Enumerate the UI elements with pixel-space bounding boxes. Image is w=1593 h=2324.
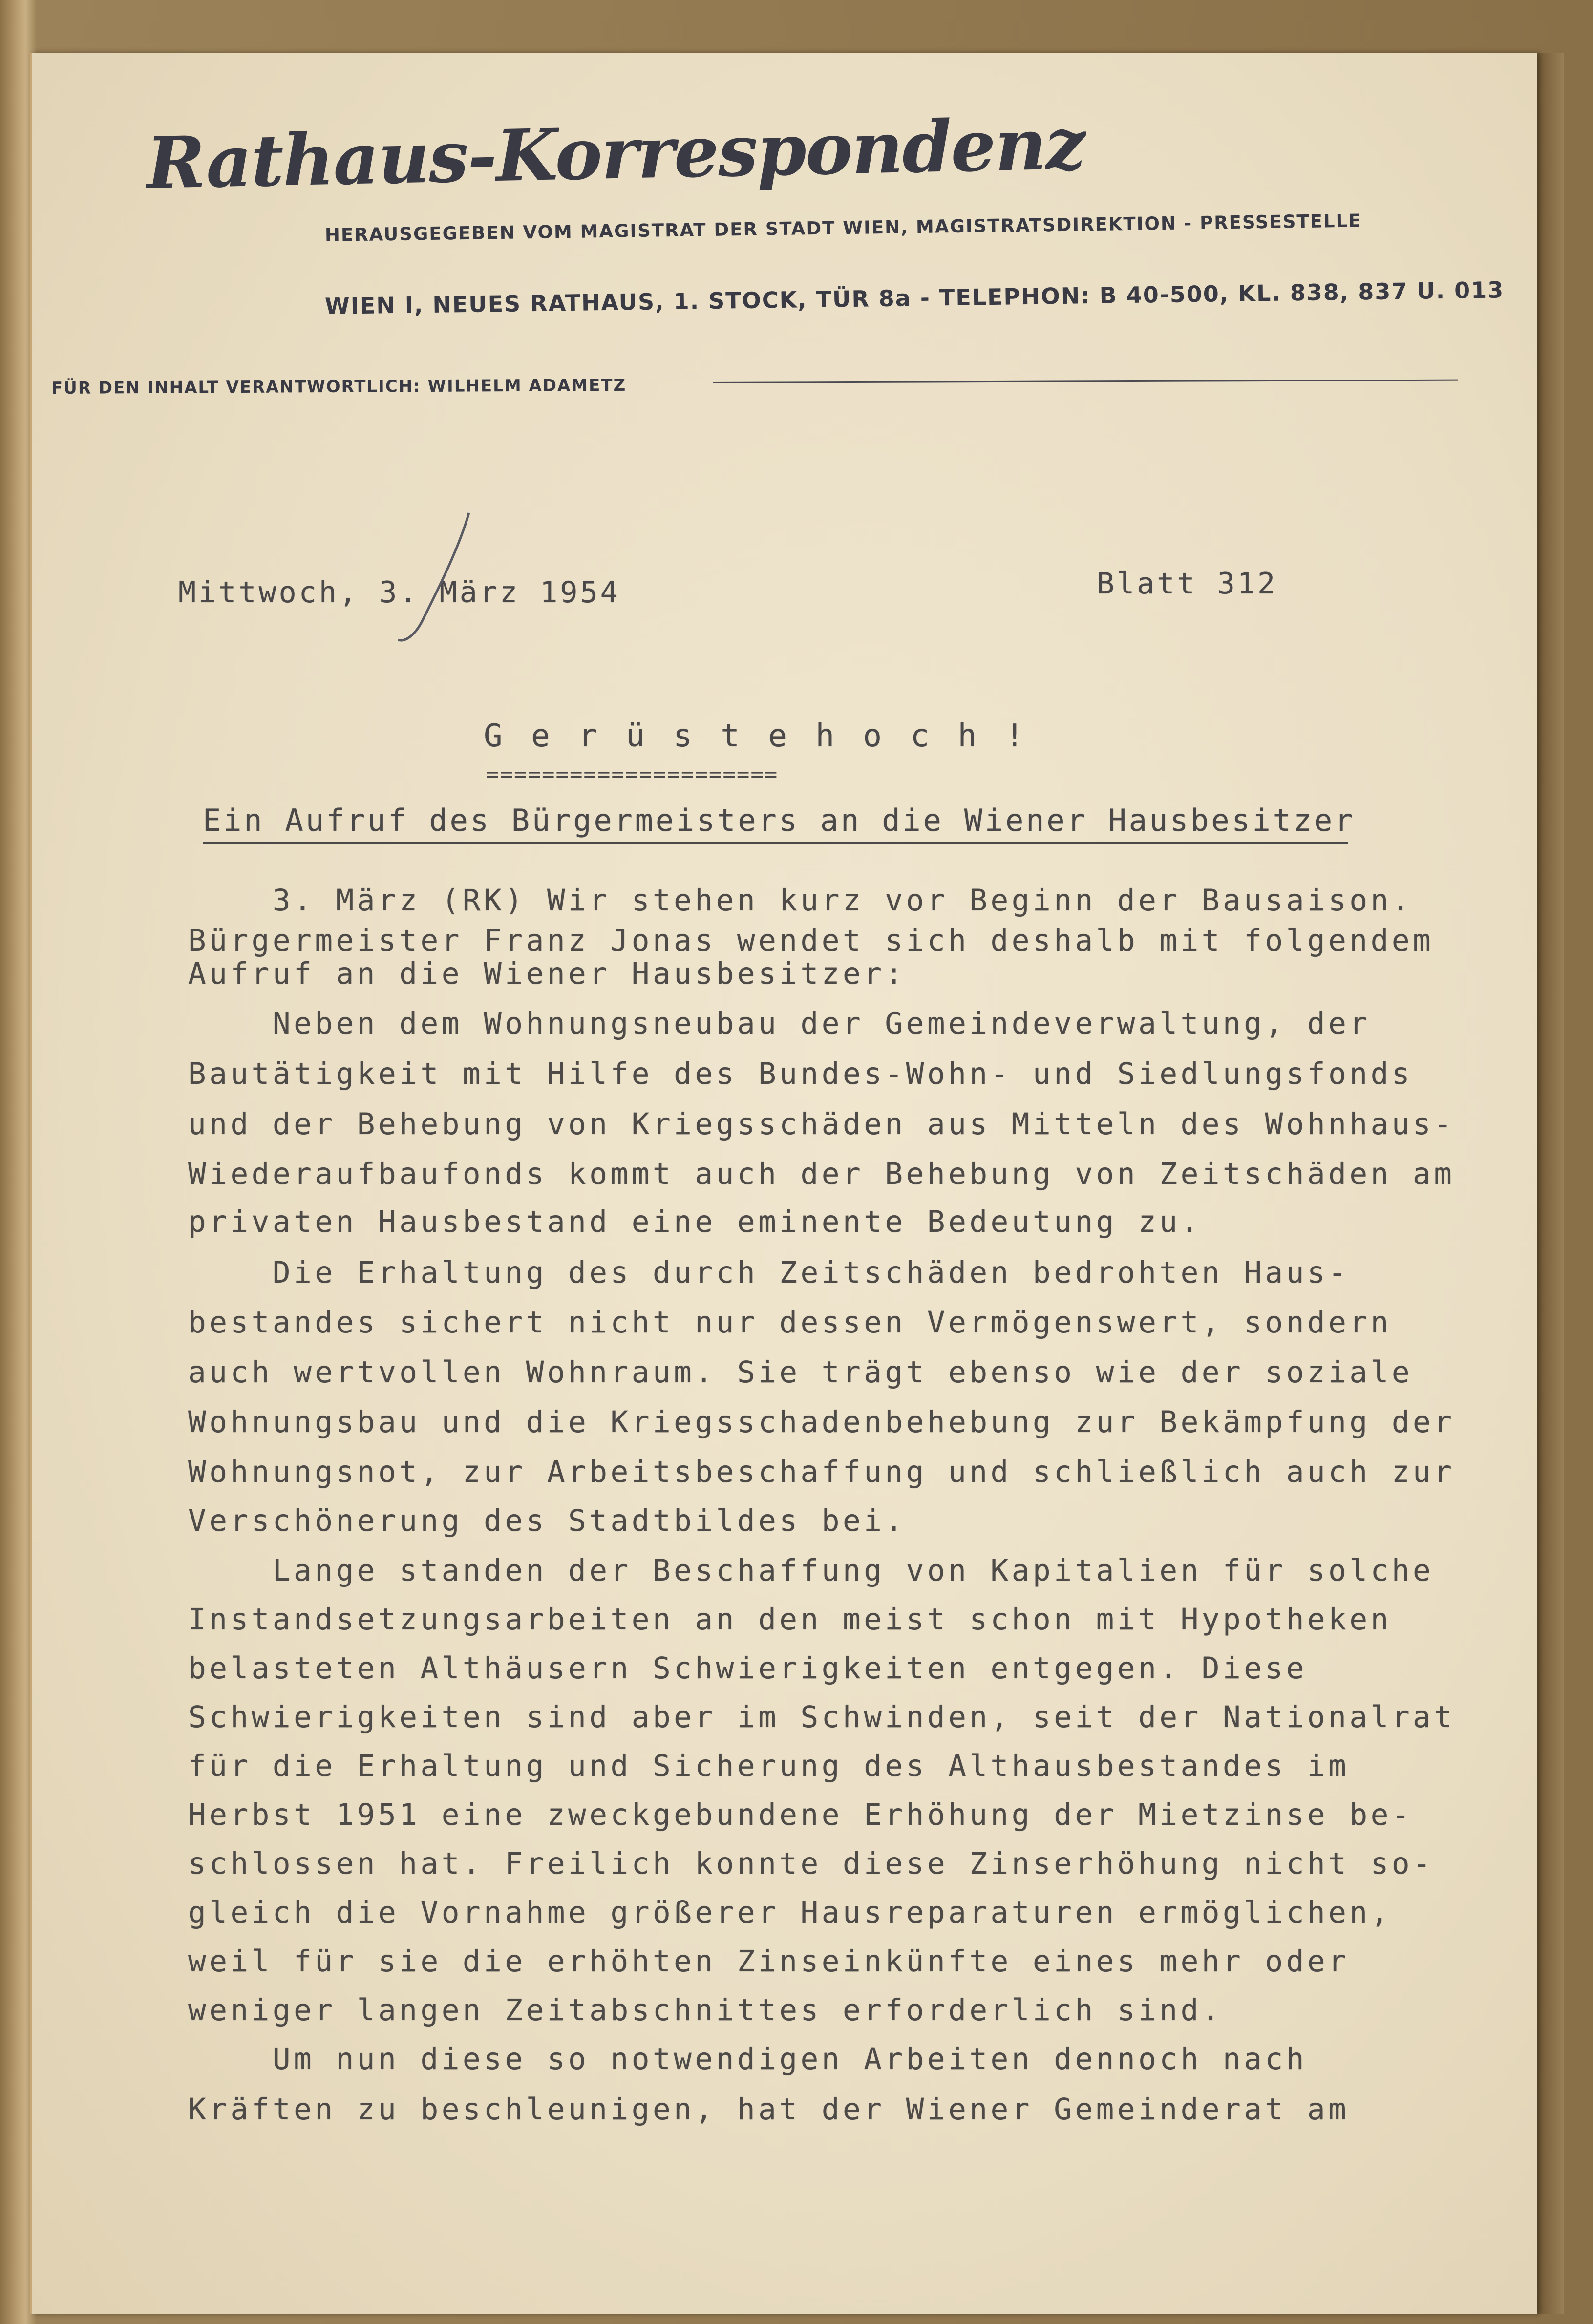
address-line: WIEN I, NEUES RATHAUS, 1. STOCK, TÜR 8a - TELEPHON: B 40-500, KL. 838, 837 U. 013 (324, 276, 1505, 319)
body-line: weniger langen Zeitabschnittes erforderlich sind. (188, 1993, 1223, 2028)
body-line: und der Behebung von Kriegsschäden aus Mitteln des Wohnhaus- (188, 1107, 1455, 1141)
body-line: Wiederaufbaufonds kommt auch der Behebung von Zeitschäden am (188, 1157, 1455, 1191)
body-line: Herbst 1951 eine zweckgebundene Erhöhung der Mietzinse be- (188, 1797, 1413, 1832)
responsible-line: FÜR DEN INHALT VERANTWORTLICH: WILHELM ADAMETZ (51, 375, 627, 398)
body-line: für die Erhaltung und Sicherung des Althausbestandes im (188, 1749, 1350, 1783)
body-line: bestandes sichert nicht nur dessen Vermögenswert, sondern (188, 1305, 1392, 1340)
body-line: weil für sie die erhöhten Zinseinkünfte eines mehr oder (188, 1944, 1350, 1979)
body-line: Verschönerung des Stadtbildes bei. (188, 1503, 906, 1538)
body-line: Lange standen der Beschaffung von Kapitalien für solche (188, 1553, 1434, 1588)
body-line: Um nun diese so notwendigen Arbeiten dennoch nach (188, 2042, 1307, 2076)
subheadline-underline (203, 842, 1348, 844)
body-line: schlossen hat. Freilich konnte diese Zinserhöhung nicht so- (188, 1846, 1434, 1881)
body-line: privaten Hausbestand eine eminente Bedeutung zu. (188, 1204, 1202, 1239)
pen-mark-icon (376, 508, 484, 650)
body-line: Bürgermeister Franz Jonas wendet sich deshalb mit folgendem (188, 923, 1434, 958)
body-line: 3. März (RK) Wir stehen kurz vor Beginn der Bausaison. (188, 883, 1413, 918)
body-line: Bautätigkeit mit Hilfe des Bundes-Wohn- und Siedlungsfonds (188, 1056, 1413, 1091)
page-edge-shadow (1535, 53, 1564, 2314)
body-line: belasteten Althäusern Schwierigkeiten entgegen. Diese (188, 1651, 1307, 1686)
body-line: auch wertvollen Wohnraum. Sie trägt ebenso wie der soziale (188, 1355, 1413, 1390)
headline: G e r ü s t e h o c h ! (484, 718, 1029, 754)
headline-rule: ===================== (486, 762, 779, 787)
body-line: Kräften zu beschleunigen, hat der Wiener Gemeinderat am (188, 2092, 1350, 2127)
body-line: Schwierigkeiten sind aber im Schwinden, seit der Nationalrat (188, 1700, 1455, 1734)
body-line: Neben dem Wohnungsneubau der Gemeindeverwaltung, der (188, 1006, 1371, 1041)
body-line: Instandsetzungsarbeiten an den meist schon mit Hypotheken (188, 1602, 1392, 1637)
body-line: Wohnungsbau und die Kriegsschadenbehebung zur Bekämpfung der (188, 1405, 1455, 1439)
subheadline: Ein Aufruf des Bürgermeisters an die Wiener Hausbesitzer (203, 803, 1356, 838)
body-line: Aufruf an die Wiener Hausbesitzer: (188, 956, 906, 991)
body-line: Die Erhaltung des durch Zeitschäden bedrohten Haus- (188, 1255, 1350, 1290)
masthead-title: Rathaus-Korrespondenz (146, 102, 1085, 205)
body-line: gleich die Vornahme größerer Hausreparaturen ermöglichen, (188, 1895, 1392, 1930)
body-line: Wohnungsnot, zur Arbeitsbeschaffung und schließlich auch zur (188, 1455, 1455, 1489)
publisher-line: HERAUSGEGEBEN VOM MAGISTRAT DER STADT WIEN, MAGISTRATSDIREKTION - PRESSESTELLE (324, 210, 1362, 246)
date-text: Mittwoch, 3. März 1954 (178, 575, 620, 610)
sheet-number: Blatt 312 (1097, 567, 1278, 601)
